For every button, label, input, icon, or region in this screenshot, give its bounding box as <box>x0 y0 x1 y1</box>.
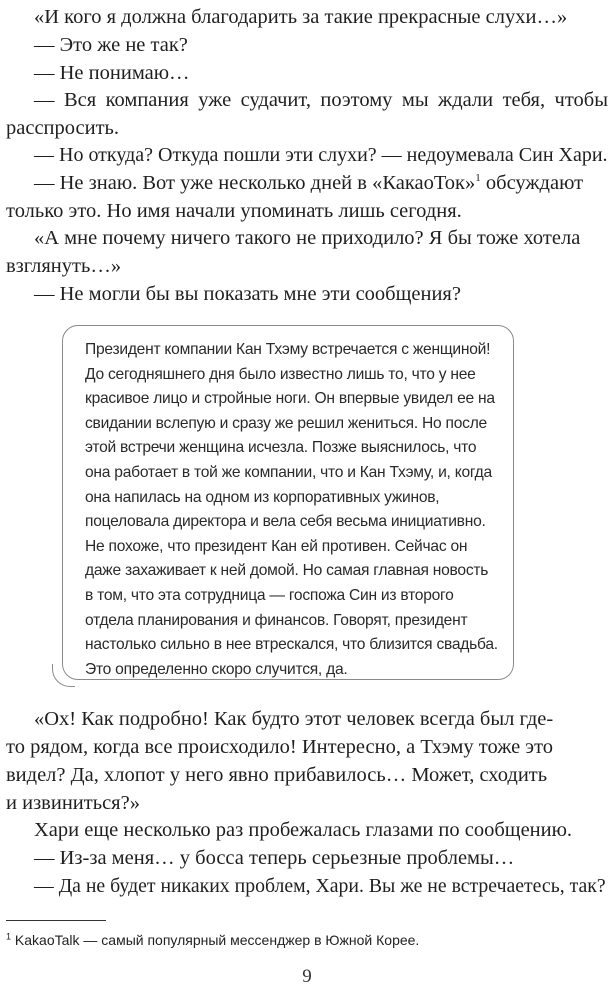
message-line: Не похоже, что президент Кан ей противен. Сейчас он <box>85 537 468 555</box>
message-line: этой встречи женщина исчезла. Позже выяснилось, что <box>85 439 477 457</box>
message-line: поцеловала директора и вела себя весьма инициативно. <box>85 513 486 531</box>
paragraph-dialogue-3-line-1: — Вся компания уже судачит, поэтому мы ждали тебя, чтобы <box>34 89 608 111</box>
paragraph-thought-3-line-1: «Ох! Как подробно! Как будто этот человек всегда был где- <box>34 708 554 730</box>
paragraph-dialogue-6: — Не могли бы вы показать мне эти сообщения? <box>34 283 461 305</box>
footnote-ref: 1 <box>475 172 481 185</box>
message-line: свидании вслепую и сразу же решил жениться. Но после <box>85 414 487 432</box>
paragraph-dialogue-7: — Из-за меня… у босса теперь серьезные проблемы… <box>34 847 515 869</box>
paragraph-dialogue-1: — Это же не так? <box>34 34 188 56</box>
footnote-marker: 1 <box>6 931 12 942</box>
paragraph-dialogue-5-line-1: — Не знаю. Вот уже несколько дней в «КакаоТок»$^1$ обсуждают <box>34 172 584 194</box>
message-line: До сегодняшнего дня было известно лишь то, что у нее <box>85 365 476 383</box>
paragraph-thought-3-line-2: то рядом, когда все происходило! Интересно, а Тхэму тоже это <box>6 736 554 758</box>
message-line: Это определенно скоро случится, да. <box>85 660 348 678</box>
page-number: 9 <box>302 966 312 987</box>
message-line: красивое лицо и стройные ноги. Он впервые увидел ее на <box>85 390 495 408</box>
message-line: Президент компании Кан Тхэму встречается с женщиной! <box>85 341 491 358</box>
message-line: она работает в той же компании, что и Кан Тхэму, и, когда <box>85 463 492 481</box>
message-line: в том, что эта сотрудница — госпожа Син из второго <box>85 586 454 604</box>
paragraph-thought-3-line-4: и извиниться?» <box>6 792 140 814</box>
paragraph-thought-2-line-2: взглянуть…» <box>6 255 122 277</box>
paragraph-dialogue-2: — Не понимаю… <box>34 62 190 84</box>
paragraph-narration: Хари еще несколько раз пробежалась глазами по сообщению. <box>34 819 573 841</box>
message-line: даже захаживает к ней домой. Но самая главная новость <box>85 562 489 580</box>
message-bubble <box>62 325 514 680</box>
paragraph-thought-3-line-3: видел? Да, хлопот у него явно прибавилось… Может, сходить <box>6 764 548 786</box>
paragraph-dialogue-3-line-2: расспросить. <box>6 117 120 139</box>
paragraph-thought-1: «И кого я должна благодарить за такие прекрасные слухи…» <box>34 6 568 28</box>
paragraph-dialogue-5-line-2: только это. Но имя начали упоминать лишь сегодня. <box>6 200 462 222</box>
message-line: настолько сильно в нее втрескался, что близится свадьба. <box>85 636 498 654</box>
message-line: отдела планирования и финансов. Говорят, президент <box>85 611 468 629</box>
paragraph-thought-2-line-1: «А мне почему ничего такого не приходило? Я бы тоже хотела <box>34 227 581 249</box>
footnote-text: KakaoTalk — самый популярный мессенджер в Южной Корее. <box>14 932 420 948</box>
footnote <box>6 930 419 950</box>
paragraph-dialogue-8: — Да не будет никаких проблем, Хари. Вы же не встречаетесь, так? <box>34 875 606 897</box>
message-line: она напилась на одном из корпоративных ужинов, <box>85 488 440 506</box>
paragraph-dialogue-4: — Но откуда? Откуда пошли эти слухи? — недоумевала Син Хари. <box>34 144 608 166</box>
footnote-rule <box>6 920 106 921</box>
